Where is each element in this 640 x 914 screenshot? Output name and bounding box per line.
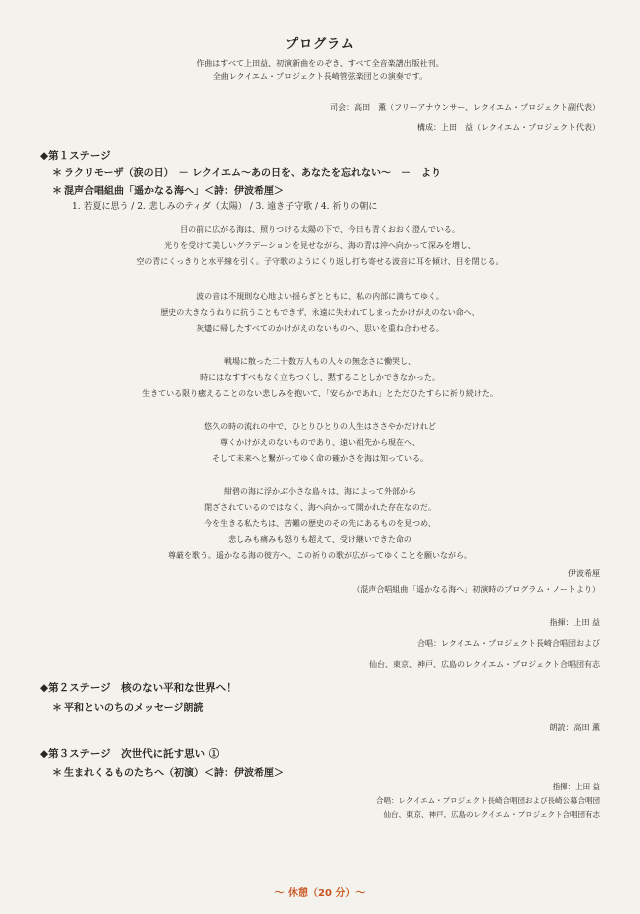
- composition-credit: 構成：上田 益（レクイエム・プロジェクト代表）: [417, 123, 600, 132]
- poem-stanza: [0, 484, 640, 564]
- stage3-item: [52, 764, 284, 779]
- poem-author: 伊波希厘: [568, 569, 600, 578]
- item-text: ラクリモーザ（涙の日） － レクイエム～あの日を、あなたを忘れない～ － より: [64, 168, 441, 179]
- poem-stanza: [0, 354, 640, 402]
- chorus-credit: 合唱：レクイエム・プロジェクト長崎合唱団および: [417, 639, 600, 648]
- stage1-performers: [369, 612, 600, 675]
- poem-line: 閉ざされているのではなく、海へ向かって開かれた存在なのだ。: [204, 503, 436, 512]
- reader-credit: 朗読：高田 薫: [549, 723, 600, 732]
- intermission-note: ～ 休憩（20 分）～: [274, 888, 366, 899]
- poem-line: そして未来へと繋がってゆく命の確かさを海は知っている。: [212, 454, 428, 463]
- poem-stanza: [0, 419, 640, 467]
- chorus-credit: 仙台、東京、神戸、広島のレクイエム・プロジェクト合唱団有志: [383, 810, 600, 819]
- item-text: 混声合唱組曲「遥かなる海へ」＜詩：伊波希厘＞: [64, 186, 284, 197]
- poem-source: （混声合唱組曲「遥かなる海へ」初演時のプログラム・ノートより）: [352, 585, 600, 594]
- stage3-performers: [376, 780, 600, 822]
- poem-line: 波の音は不規則な心地よい揺らぎとともに、私の内部に満ちてゆく。: [196, 292, 444, 301]
- item-text: 平和といのちのメッセージ朗読: [64, 703, 204, 714]
- item-bullet: ＊: [52, 186, 62, 197]
- poem-attribution: [352, 566, 600, 598]
- poem-stanza: [0, 289, 640, 337]
- poem-line: 尊厳を歌う。遥かなる海の彼方へ、この祈りの歌が広がってゆくことを願いながら。: [168, 551, 472, 560]
- stage3-heading: ◆第３ステージ 次世代に託す思い ①: [40, 748, 220, 760]
- stage2-item: [52, 699, 203, 714]
- stage2-heading: ◆第２ステージ 核のない平和な世界へ！: [40, 682, 237, 694]
- poem-line: 悲しみも痛みも怒りも超えて、受け継いできた命の: [228, 535, 412, 544]
- poem-line: 悠久の時の流れの中で、ひとりひとりの人生はささやかだけれど: [204, 422, 436, 431]
- poem-line: 光りを受けて美しいグラデーションを見せながら、海の青は沖へ向かって深みを増し、: [164, 241, 476, 250]
- mc-credit: 司会：高田 薫（フリーアナウンサー、レクイエム・プロジェクト副代表）: [330, 103, 600, 112]
- stage1-item-lacrimosa: [52, 164, 441, 179]
- poem-line: 生きている限り癒えることのない悲しみを抱いて、「安らかであれ」とただひたすらに祈り続けた。: [142, 389, 498, 398]
- poem-line: 空の青にくっきりと水平線を引く。子守歌のようにくり返し打ち寄せる波音に耳を傾け、目を閉じる。: [136, 257, 504, 266]
- intro-line: 作曲はすべて上田益、初演新曲をのぞき、すべて全音楽譜出版社刊。: [196, 59, 444, 68]
- poem-line: 歴史の大きなうねりに抗うこともできず、永遠に失われてしまったかけがえのない命へ、: [160, 308, 480, 317]
- stage1-item-suite: [52, 182, 284, 197]
- stage1-movements: 1. 若夏に思う / 2. 悲しみのティダ（太陽） / 3. 遠き子守歌 / 4. 祈りの朝に: [72, 202, 378, 212]
- chorus-credit: 仙台、東京、神戸、広島のレクイエム・プロジェクト合唱団有志: [369, 660, 600, 669]
- chorus-credit: 合唱：レクイエム・プロジェクト長崎合唱団および長崎公募合唱団: [375, 796, 600, 805]
- item-bullet: ＊: [52, 168, 62, 179]
- poem-line: 今を生きる私たちは、苦難の歴史のその先にあるものを見つめ、: [204, 519, 436, 528]
- poem-line: 紺碧の海に浮かぶ小さな島々は、海によって外部から: [224, 487, 416, 496]
- poem-line: 灰燼に帰したすべてのかけがえのないものへ、思いを重ね合わせる。: [196, 324, 444, 333]
- poem-stanza: [0, 222, 640, 270]
- poem-line: 目の前に広がる海は、照りつける太陽の下で、今日も青くおおく澄んでいる。: [180, 225, 460, 234]
- intro-text: [0, 57, 640, 83]
- item-bullet: ＊: [52, 768, 62, 779]
- poem-line: 尊くかけがえのないものであり、遠い祖先から現在へ、: [220, 438, 420, 447]
- intro-line: 全曲レクイエム・プロジェクト長崎管弦楽団との演奏です。: [212, 72, 428, 81]
- item-bullet: ＊: [52, 703, 62, 714]
- conductor-credit: 指揮：上田 益: [549, 618, 600, 627]
- conductor-credit: 指揮：上田 益: [552, 782, 600, 791]
- item-text: 生まれくるものたちへ（初演）＜詩：伊波希厘＞: [64, 768, 284, 779]
- page-title: プログラム: [285, 37, 355, 52]
- poem-line: 戦場に散った二十数万人もの人々の無念さに慟哭し、: [224, 357, 416, 366]
- poem-line: 時にはなすすべもなく立ちつくし、黙することしかできなかった。: [200, 373, 440, 382]
- stage1-heading: ◆第１ステージ: [40, 150, 111, 162]
